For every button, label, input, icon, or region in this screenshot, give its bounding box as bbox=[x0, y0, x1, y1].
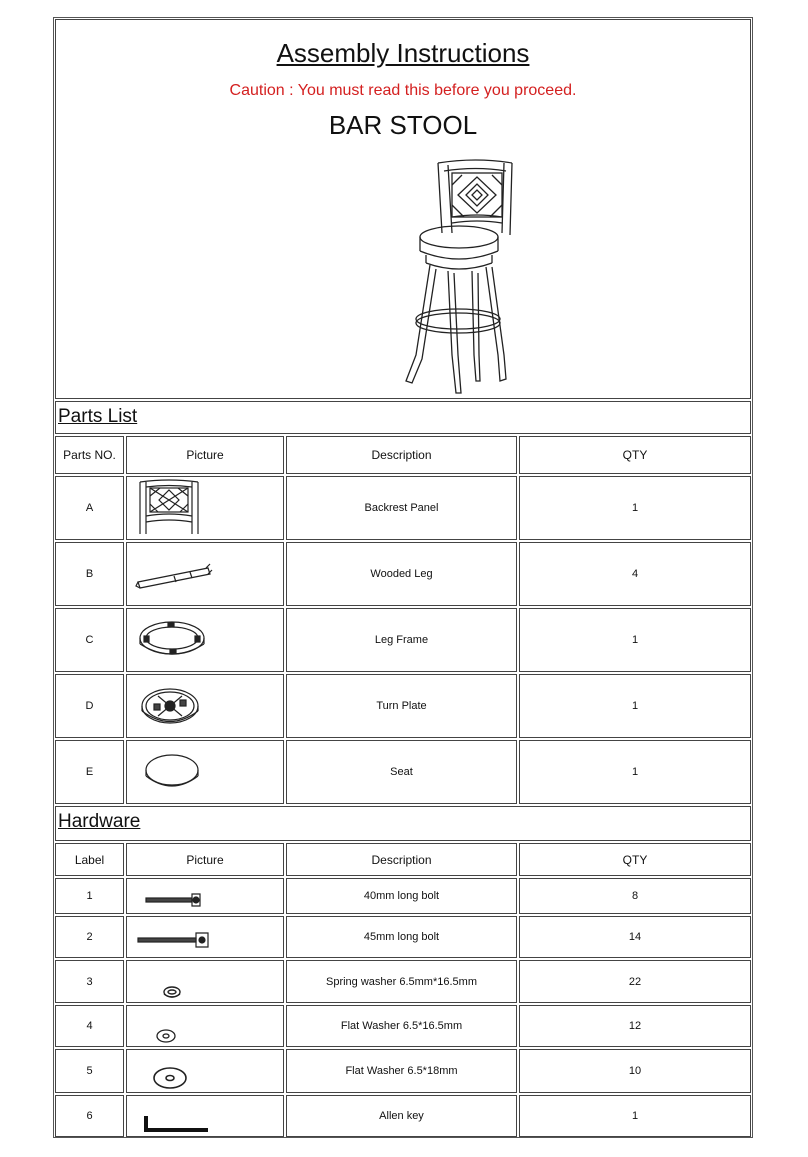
table-row-picture bbox=[126, 1049, 284, 1093]
caution-text: Caution : You must read this before you proceed. bbox=[229, 82, 577, 99]
table-row-picture bbox=[126, 674, 284, 738]
table-row-label: 5 bbox=[55, 1049, 124, 1093]
table-row-description: Wooded Leg bbox=[286, 542, 517, 606]
spring-washer-icon bbox=[130, 962, 280, 1002]
bolt-40mm-icon bbox=[130, 880, 280, 912]
table-row-qty: 14 bbox=[519, 916, 751, 958]
page-title: Assembly Instructions bbox=[276, 38, 530, 68]
table-row-qty: 1 bbox=[519, 740, 751, 804]
table-row-picture bbox=[126, 740, 284, 804]
hardware-col-qty: QTY bbox=[519, 843, 751, 876]
table-row-qty: 1 bbox=[519, 1095, 751, 1137]
table-row-picture bbox=[126, 878, 284, 914]
seat-icon bbox=[130, 742, 280, 802]
table-row-qty: 8 bbox=[519, 878, 751, 914]
header-panel bbox=[55, 19, 751, 399]
table-row-description: Seat bbox=[286, 740, 517, 804]
table-row-picture bbox=[126, 608, 284, 672]
turn-plate-icon bbox=[130, 676, 280, 736]
table-row-label: 4 bbox=[55, 1005, 124, 1047]
table-row-description: Spring washer 6.5mm*16.5mm bbox=[286, 960, 517, 1003]
table-row-description: Turn Plate bbox=[286, 674, 517, 738]
table-row-label: 1 bbox=[55, 878, 124, 914]
table-row-picture bbox=[126, 1005, 284, 1047]
table-row-picture bbox=[126, 916, 284, 958]
table-row-part-no: C bbox=[55, 608, 124, 672]
table-row-qty: 1 bbox=[519, 608, 751, 672]
bar-stool-icon bbox=[386, 155, 526, 405]
leg-frame-icon bbox=[130, 610, 280, 670]
table-row-description: Backrest Panel bbox=[286, 476, 517, 540]
product-name: BAR STOOL bbox=[328, 110, 478, 140]
parts-col-description: Description bbox=[286, 436, 517, 474]
table-row-part-no: D bbox=[55, 674, 124, 738]
table-row-description: Leg Frame bbox=[286, 608, 517, 672]
table-row-description: Allen key bbox=[286, 1095, 517, 1137]
bolt-45mm-icon bbox=[130, 918, 280, 956]
parts-col-picture: Picture bbox=[126, 436, 284, 474]
table-row-picture bbox=[126, 476, 284, 540]
flat-washer-large-icon bbox=[130, 1050, 280, 1092]
hardware-col-label: Label bbox=[55, 843, 124, 876]
table-row-qty: 1 bbox=[519, 476, 751, 540]
table-row-description: 40mm long bolt bbox=[286, 878, 517, 914]
table-row-picture bbox=[126, 1095, 284, 1137]
table-row-qty: 1 bbox=[519, 674, 751, 738]
table-row-picture bbox=[126, 960, 284, 1003]
parts-col-no: Parts NO. bbox=[55, 436, 124, 474]
parts-list-heading: Parts List bbox=[55, 401, 751, 434]
table-row-part-no: E bbox=[55, 740, 124, 804]
table-row-label: 3 bbox=[55, 960, 124, 1003]
table-row-qty: 22 bbox=[519, 960, 751, 1003]
allen-key-icon bbox=[130, 1096, 280, 1136]
wooden-leg-icon bbox=[130, 544, 280, 604]
table-row-part-no: A bbox=[55, 476, 124, 540]
table-row-label: 6 bbox=[55, 1095, 124, 1137]
table-row-label: 2 bbox=[55, 916, 124, 958]
table-row-picture bbox=[126, 542, 284, 606]
table-row-qty: 12 bbox=[519, 1005, 751, 1047]
table-row-qty: 10 bbox=[519, 1049, 751, 1093]
table-row-description: Flat Washer 6.5*16.5mm bbox=[286, 1005, 517, 1047]
hardware-col-picture: Picture bbox=[126, 843, 284, 876]
table-row-qty: 4 bbox=[519, 542, 751, 606]
backrest-panel-icon bbox=[130, 478, 280, 538]
table-row-description: Flat Washer 6.5*18mm bbox=[286, 1049, 517, 1093]
hardware-col-description: Description bbox=[286, 843, 517, 876]
flat-washer-small-icon bbox=[130, 1006, 280, 1046]
parts-col-qty: QTY bbox=[519, 436, 751, 474]
table-row-part-no: B bbox=[55, 542, 124, 606]
table-row-description: 45mm long bolt bbox=[286, 916, 517, 958]
hardware-heading: Hardware bbox=[55, 806, 751, 841]
